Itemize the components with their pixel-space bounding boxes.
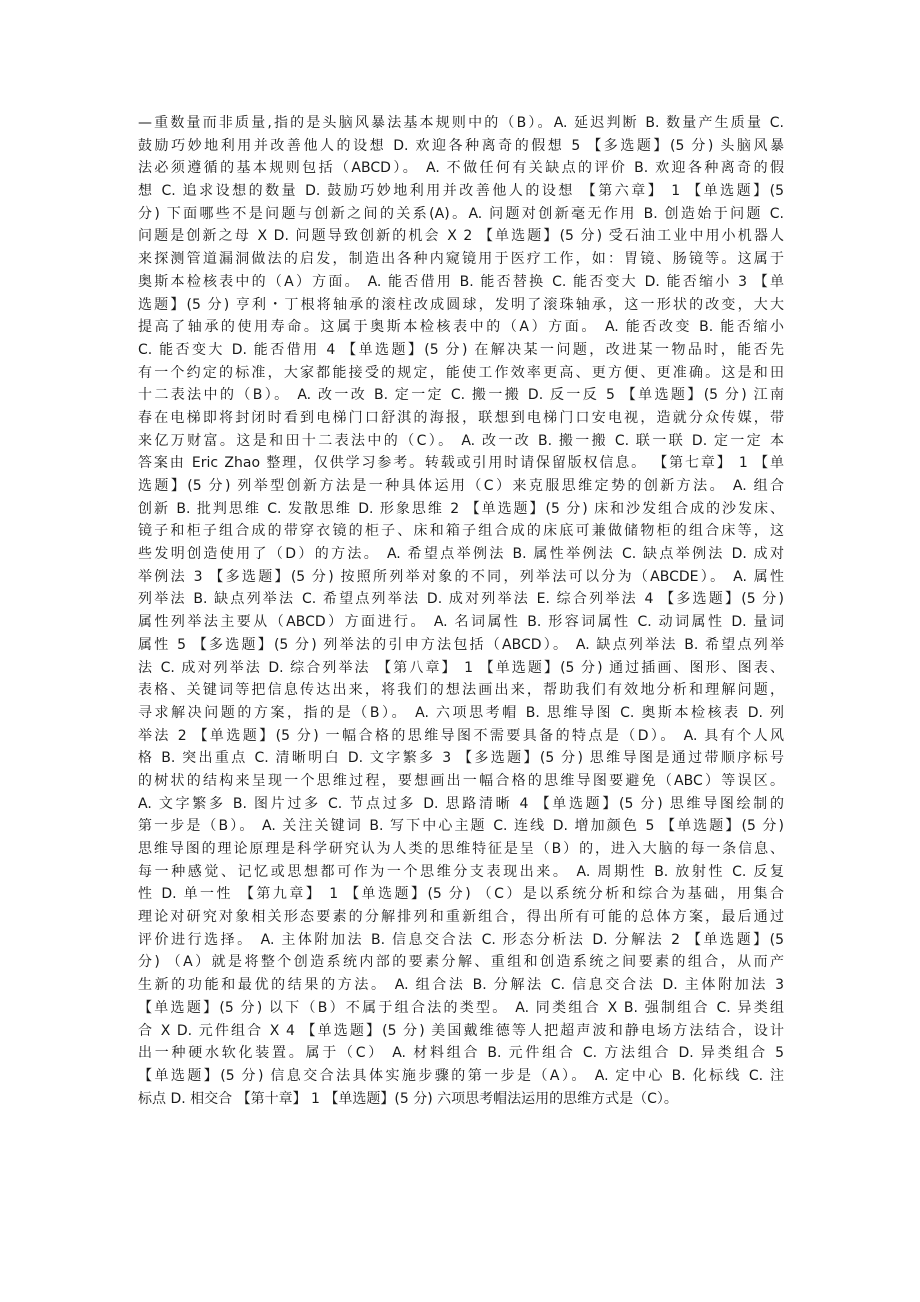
text-line: 分) （A）就是将整个创造系统内部的要素分解、重组和创造系统之间要素的组合，从而产 [138, 954, 784, 971]
text-line: 格 B. 突出重点 C. 清晰明白 D. 文字繁多 3 【多选题】(5 分) 思维导图是通过带顺序标号 [138, 750, 784, 767]
text-line: 寻求解决问题的方案，指的是（B）。 A. 六项思考帽 B. 思维导图 C. 奥斯本检核表 D. 列 [138, 704, 784, 721]
text-line: 些发明创造使用了（D）的方法。 A. 希望点举例法 B. 属性举例法 C. 缺点举例法 D. 成对 [138, 546, 784, 563]
text-line: 来探测管道漏洞做法的启发，制造出各种内窥镜用于医疗工作，如：胃镜、肠镜等。这属于 [138, 251, 784, 268]
text-line: A. 文字繁多 B. 图片过多 C. 节点过多 D. 思路清晰 4 【单选题】(5 分) 思维导图绘制的 [138, 795, 784, 812]
text-line: 【单选题】(5 分) 以下（B）不属于组合法的类型。 A. 同类组合 X B. 强制组合 C. 异类组 [138, 999, 784, 1016]
text-line: 属性 5 【多选题】(5 分) 列举法的引申方法包括（ABCD）。 A. 缺点列举法 B. 希望点列举 [138, 636, 784, 653]
text-line: 出一种硬水软化装置。属于（C） A. 材料组合 B. 元件组合 C. 方法组合 D. 异类组合 5 [138, 1045, 784, 1062]
text-line: 标点 D. 相交合 【第十章】 1 【单选题】(5 分) 六项思考帽法运用的思维方式是（C）。 [138, 1090, 678, 1107]
text-line: 举例法 3 【多选题】(5 分) 按照所列举对象的不同，列举法可以分为（ABCDE）。 A. 属性 [138, 568, 784, 585]
text-line: 思维导图的理论原理是科学研究认为人类的思维特征是呈（B）的，进入大脑的每一条信息、 [138, 841, 784, 857]
text-line: 镜子和柜子组合成的带穿衣镜的柜子、床和箱子组合成的床底可兼做储物柜的组合床等，这 [138, 523, 784, 540]
text-line: 鼓励巧妙地利用并改善他人的设想 D. 欢迎各种离奇的假想 5 【多选题】(5 分) 头脑风暴 [138, 137, 784, 154]
text-line: 的树状的结构来呈现一个思维过程，要想画出一幅合格的思维导图要避免（ABC）等误区。 [138, 772, 784, 789]
text-line: 表格、关键词等把信息传达出来，将我们的想法画出来，帮助我们有效地分析和理解问题， [138, 682, 784, 699]
text-line: 选题】(5 分) 亨利・丁根将轴承的滚柱改成圆球，发明了滚珠轴承，这一形状的改变，大大 [138, 296, 784, 313]
text-line: 【单选题】(5 分) 信息交合法具体实施步骤的第一步是（A）。 A. 定中心 B. 化标线 C. 注 [138, 1067, 784, 1084]
text-line: 问题是创新之母 X D. 问题导致创新的机会 X 2 【单选题】(5 分) 受石油工业中用小机器人 [138, 228, 784, 245]
text-line: 性 D. 单一性 【第九章】 1 【单选题】(5 分) （C）是以系统分析和综合为基础，用集合 [138, 886, 784, 903]
text-line: 列举法 B. 缺点列举法 C. 希望点列举法 D. 成对列举法 E. 综合列举法 4 【多选题】(5 分) [138, 591, 784, 608]
text-line: 奥斯本检核表中的（A）方面。 A. 能否借用 B. 能否替换 C. 能否变大 D. 能否缩小 3 【单 [138, 273, 784, 290]
text-line: 选题】(5 分) 列举型创新方法是一种具体运用（C）来克服思维定势的创新方法。 A. 组合 [138, 478, 784, 494]
text-line: 第一步是（B）。 A. 关注关键词 B. 写下中心主题 C. 连线 D. 增加颜色 5 【单选题】(5 分) [138, 818, 784, 835]
document-page [138, 112, 784, 1110]
text-line: 评价进行选择。 A. 主体附加法 B. 信息交合法 C. 形态分析法 D. 分解法 2 【单选题】(5 [138, 931, 784, 948]
text-line: 法必须遵循的基本规则包括（ABCD）。 A. 不做任何有关缺点的评价 B. 欢迎各种离奇的假 [138, 160, 784, 177]
text-line: 提高了轴承的使用寿命。这属于奥斯本检核表中的（A）方面。 A. 能否改变 B. 能否缩小 [138, 319, 784, 336]
text-line: 有一个约定的标准，大家都能接受的规定，能使工作效率更高、更方便、更准确。这是和田 [138, 364, 784, 381]
text-line: 来亿万财富。这是和田十二表法中的（C）。 A. 改一改 B. 搬一搬 C. 联一联 D. 定一定 本 [138, 432, 784, 449]
text-line: 答案由 Eric Zhao 整理，仅供学习参考。转载或引用时请保留版权信息。 【第七章】 1 【单 [138, 455, 784, 472]
text-line: 生新的功能和最优的结果的方法。 A. 组合法 B. 分解法 C. 信息交合法 D. 主体附加法 3 [138, 977, 784, 994]
text-line: 春在电梯即将封闭时看到电梯门口舒淇的海报，联想到电梯门口安电视，造就分众传媒，带 [138, 409, 784, 426]
text-line: 法 C. 成对列举法 D. 综合列举法 【第八章】 1 【单选题】(5 分) 通过插画、图形、图表、 [138, 659, 784, 676]
text-line: 创新 B. 批判思维 C. 发散思维 D. 形象思维 2 【单选题】(5 分) 床和沙发组合成的沙发床、 [138, 500, 784, 517]
text-line: 举法 2 【单选题】(5 分) 一幅合格的思维导图不需要具备的特点是（D）。 A. 具有个人风 [138, 727, 784, 744]
text-line: C. 能否变大 D. 能否借用 4 【单选题】(5 分) 在解决某一问题，改进某一物品时，能否先 [138, 341, 784, 358]
text-line: 理论对研究对象相关形态要素的分解排列和重新组合，得出所有可能的总体方案，最后通过 [138, 909, 784, 926]
text-line: 想 C. 追求设想的数量 D. 鼓励巧妙地利用并改善他人的设想 【第六章】 1 【单选题】(5 [138, 183, 784, 200]
text-line: 十二表法中的（B）。 A. 改一改 B. 定一定 C. 搬一搬 D. 反一反 5 【单选题】(5 分) 江南 [138, 387, 784, 404]
text-line: 分) 下面哪些不是问题与创新之间的关系(A)。A. 问题对创新毫无作用 B. 创造始于问题 C. [138, 205, 784, 222]
text-line: —重数量而非质量,指的是头脑风暴法基本规则中的（B）。A. 延迟判断 B. 数量产生质量 C. [138, 115, 784, 131]
text-line: 合 X D. 元件组合 X 4 【单选题】(5 分) 美国戴维德等人把超声波和静电场方法结合，设计 [138, 1022, 784, 1039]
text-line: 属性列举法主要从（ABCD）方面进行。 A. 名词属性 B. 形容词属性 C. 动词属性 D. 量词 [138, 614, 784, 631]
text-line: 每一种感觉、记忆或思想都可作为一个思维分支表现出来。 A. 周期性 B. 放射性 C. 反复 [138, 863, 784, 880]
